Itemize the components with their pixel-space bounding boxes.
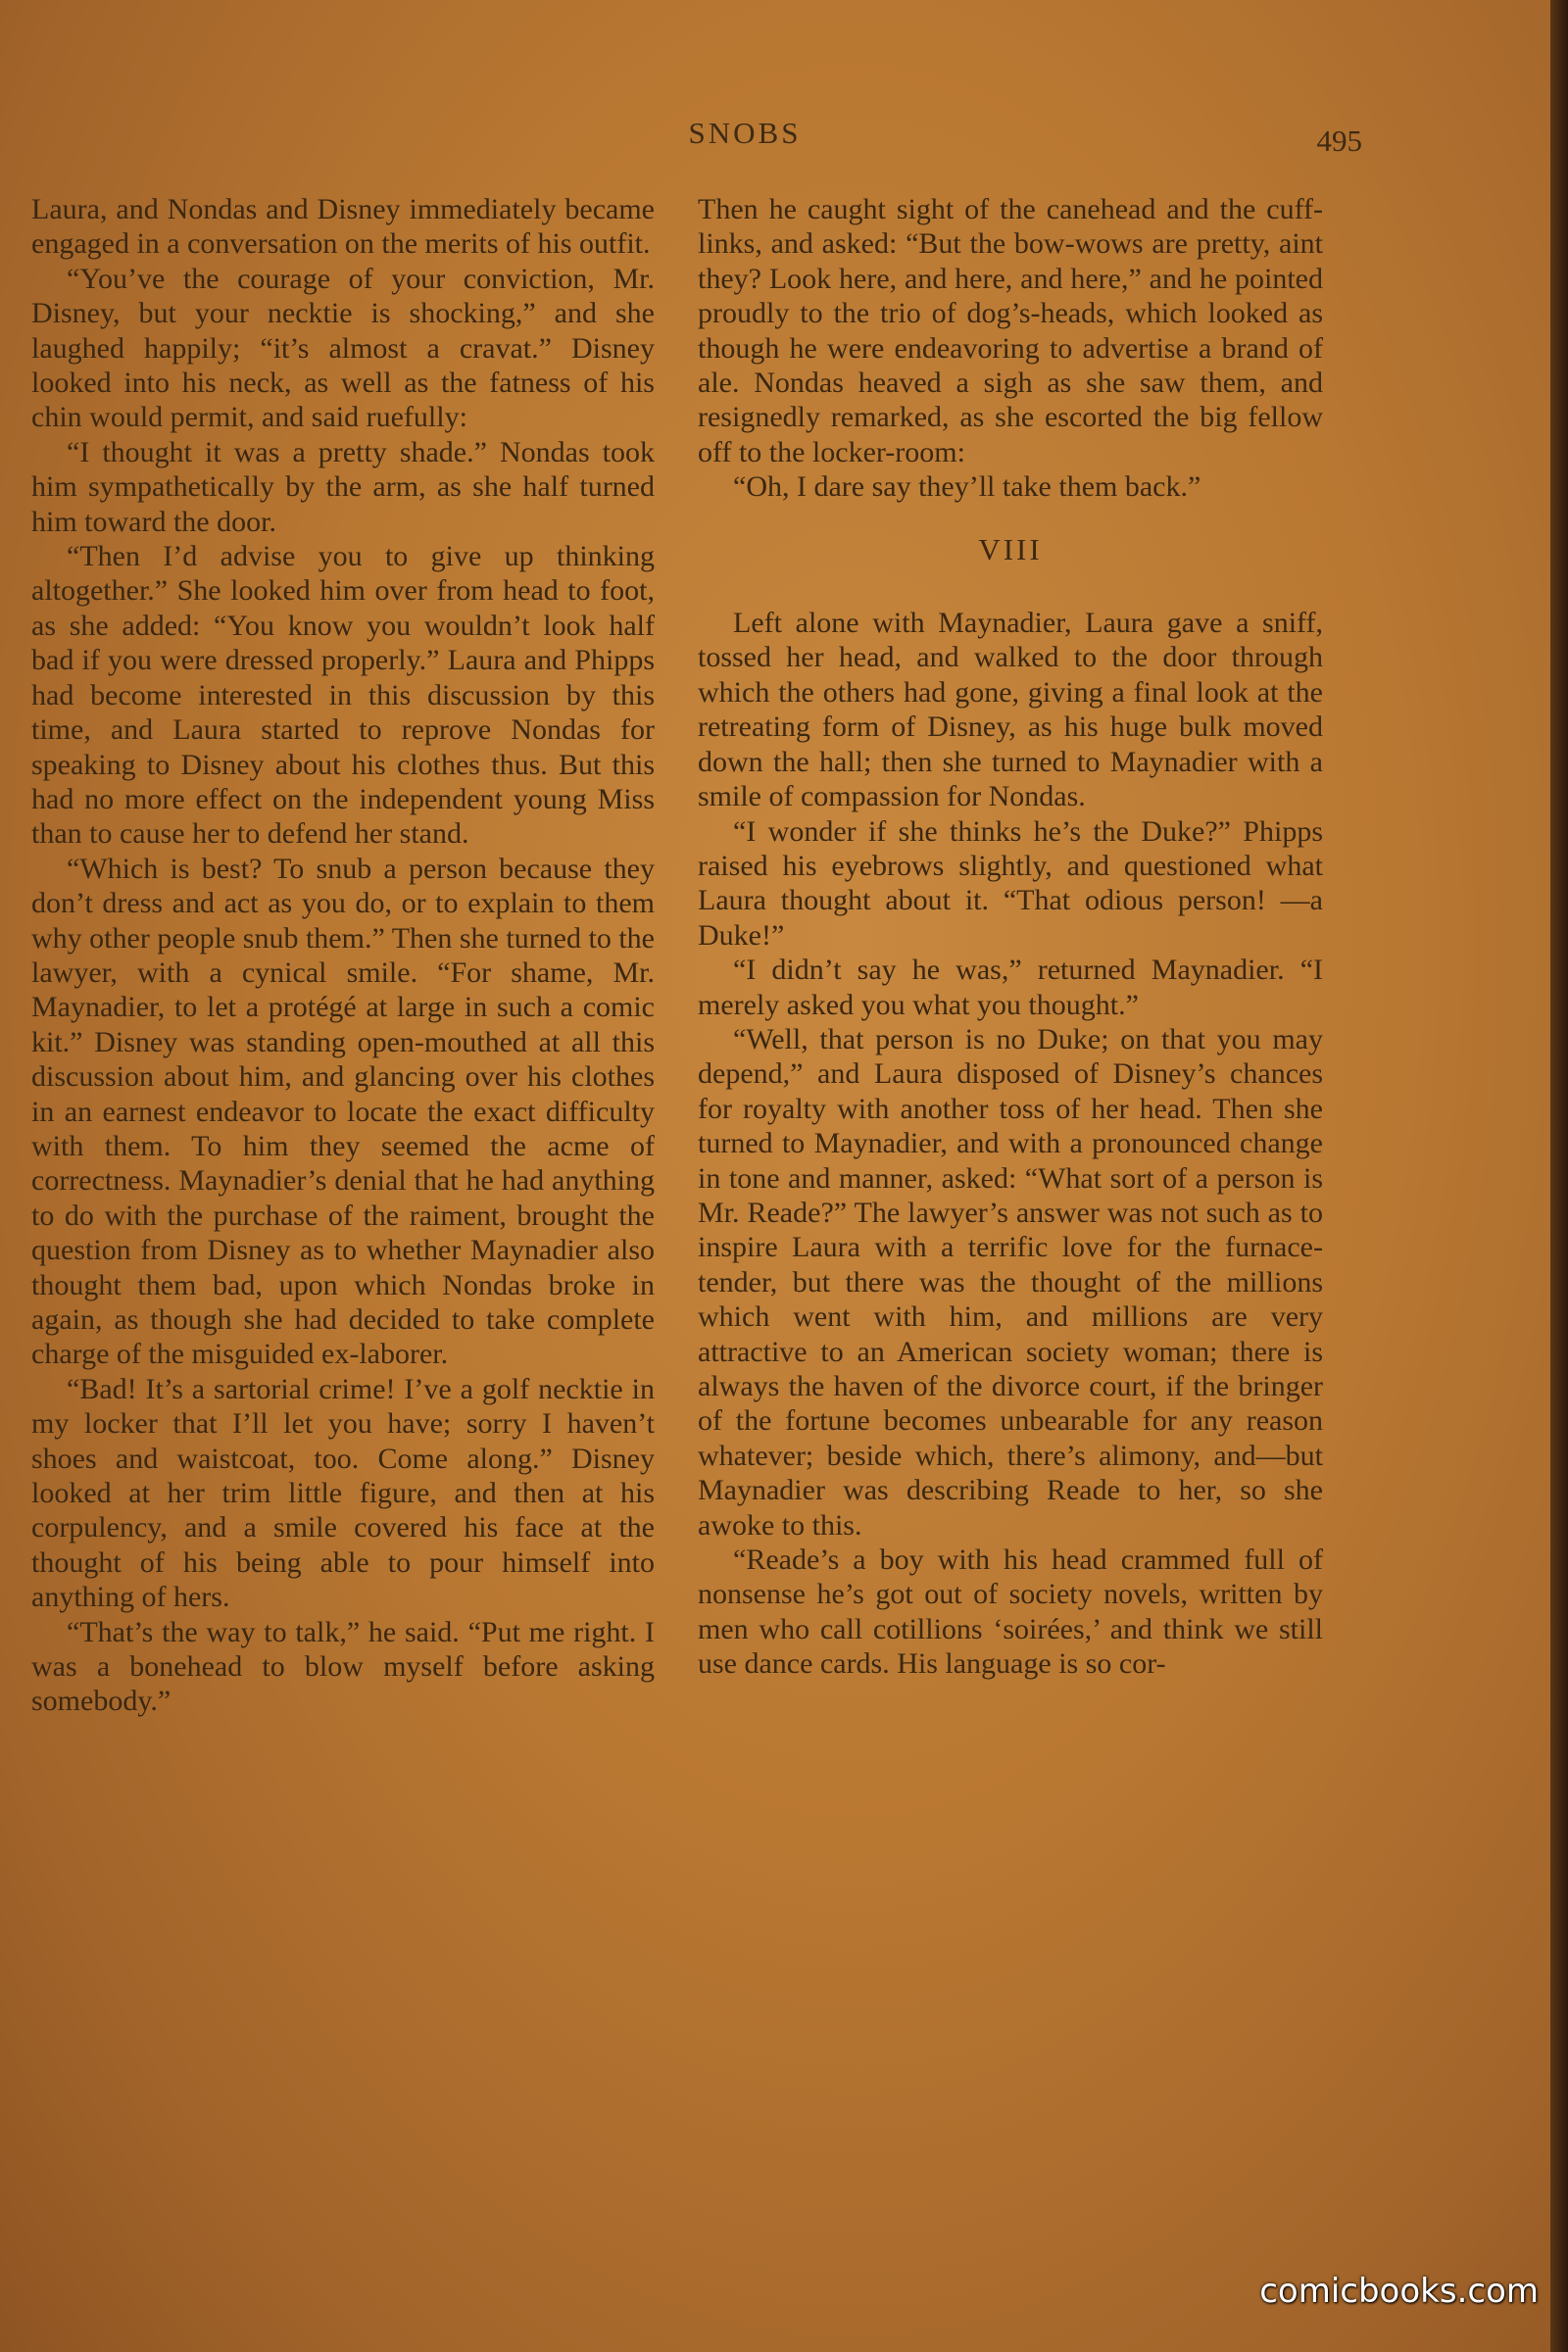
paragraph: “Which is best? To snub a person because they don’t dress and act as you do, or to explain to them why other people snub them.” Then she turned to the lawyer, with a cynical smile. “For shame, Mr. Maynadier, to let a protégé at large in such a comic kit.” Disney was standing open-mouthed at all this discussion about him, and glancing over his clothes in an earnest endeavor to locate the exact difficulty with them. To him they seemed the acme of correctness. Maynadier’s denial that he had anything to do with the purchase of the raiment, brought the question from Disney as to whether Maynadier also thought them bad, upon which Nondas broke in again, as though she had decided to take complete charge of the misguided ex-laborer. xyxy=(31,852,655,1371)
section-heading: VIII xyxy=(978,531,1043,566)
running-head: SNOBS xyxy=(688,116,802,150)
watermark-text: comicbooks.com xyxy=(1259,2272,1539,2311)
page-number: 495 xyxy=(1316,123,1362,158)
paragraph: “Bad! It’s a sartorial crime! I’ve a golf necktie in my locker that I’ll let you have; sorry I haven’t shoes and waistcoat, too. Come along.” Disney looked at her trim little figure, and then at his corpulency, and a smile covered his face at the thought of his being able to pour himself into anything of hers. xyxy=(31,1372,655,1614)
paragraph: “I thought it was a pretty shade.” Nondas took him sympathetically by the arm, as she half turned him toward the door. xyxy=(31,435,655,538)
paragraph: “I didn’t say he was,” returned Maynadier. “I merely asked you what you thought.” xyxy=(698,954,1323,1021)
page-edge xyxy=(1550,0,1568,2352)
paragraph: “Then I’d advise you to give up thinking altogether.” She looked him over from head to foot, as she added: “You know you wouldn’t look half bad if you were dressed properly.” Laura and Phipps had become interested in this discussion by this time, and Laura started to reprove Nondas for speaking to Disney about his clothes thus. But this had no more effect on the independent young Miss than to cause her to defend her stand. xyxy=(31,540,655,851)
paragraph: “I wonder if she thinks he’s the Duke?” Phipps raised his eyebrows slightly, and questioned what Laura thought about it. “That odious person! —a Duke!” xyxy=(698,814,1323,952)
paragraph: Left alone with Maynadier, Laura gave a sniff, tossed her head, and walked to the door through which the others had gone, giving a final look at the retreating form of Disney, as his huge bulk moved down the hall; then she turned to Maynadier with a smile of compassion for Nondas. xyxy=(698,607,1323,813)
paragraph: “You’ve the courage of your conviction, Mr. Disney, but your necktie is shocking,” and she laughed happily; “it’s almost a cravat.” Disney looked into his neck, as well as the fatness of his chin would permit, and said ruefully: xyxy=(31,262,655,434)
paragraph: Laura, and Nondas and Disney immediately became engaged in a conversation on the merits of his outfit. xyxy=(31,193,655,261)
left-column xyxy=(31,192,655,2142)
paragraph: Then he caught sight of the canehead and the cuff-links, and asked: “But the bow-wows are pretty, aint they? Look here, and here, and here,” and he pointed proudly to the trio of dog’s-heads, which looked as though he were endeavoring to advertise a brand of ale. Nondas heaved a sigh as she saw them, and resignedly remarked, as she escorted the big fellow off to the locker-room: xyxy=(698,193,1323,468)
paragraph: “Well, that person is no Duke; on that you may depend,” and Laura disposed of Disney’s chances for royalty with another toss of her head. Then she turned to Maynadier, and with a pronounced change in tone and manner, asked: “What sort of a person is Mr. Reade?” The lawyer’s answer was not such as to inspire Laura with a terrific love for the furnace-tender, but there was the thought of the millions which went with him, and millions are very attractive to an American society woman; there is always the haven of the divorce court, if the bringer of the fortune becomes unbearable for any reason whatever; beside which, there’s alimony, and—but Maynadier was describing Reade to her, so she awoke to this. xyxy=(698,1022,1323,1542)
right-column xyxy=(698,192,1323,2142)
paragraph: “Reade’s a boy with his head crammed full of nonsense he’s got out of society novels, written by men who call cotillions ‘soirées,’ and think we still use dance cards. His language is so cor- xyxy=(698,1544,1323,1681)
paragraph: “Oh, I dare say they’ll take them back.” xyxy=(733,470,1201,504)
paragraph: “That’s the way to talk,” he said. “Put me right. I was a bonehead to blow myself before asking somebody.” xyxy=(31,1615,655,1718)
